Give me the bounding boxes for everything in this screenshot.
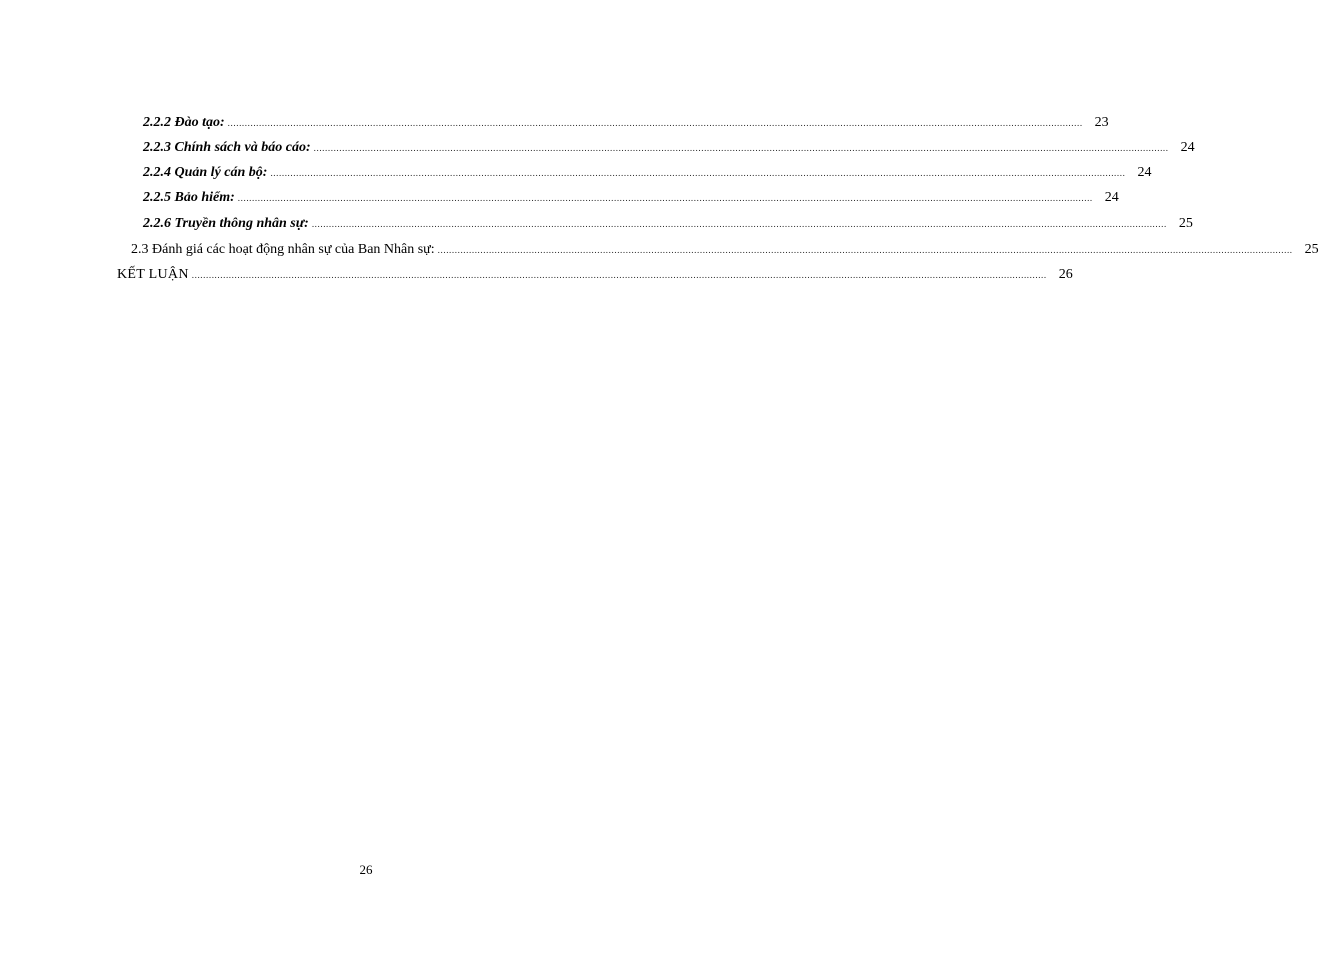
toc-leader-dots: ............................................................................................................................................................................................................................................................................................................ — [191, 270, 1047, 280]
toc-entry-title: 2.2.6 Truyền thông nhân sự: — [143, 216, 309, 231]
toc-entry-2-2-3[interactable] — [143, 135, 1195, 161]
toc-entry-2-2-5[interactable] — [143, 185, 1119, 211]
toc-entry-page: 23 — [1094, 115, 1109, 130]
page-number: 26 — [359, 862, 373, 877]
toc-leader-dots: ............................................................................................................................................................................................................................................................................................................ — [311, 219, 1167, 229]
toc-entry-2-2-6[interactable] — [143, 211, 1193, 237]
toc-entry-page: 25 — [1304, 242, 1319, 257]
toc-entry-title: 2.2.5 Bảo hiểm: — [143, 190, 235, 205]
toc-entry-title: 2.2.3 Chính sách và báo cáo: — [143, 140, 311, 155]
toc-entry-2-2-4[interactable] — [143, 160, 1152, 186]
toc-leader-dots: ............................................................................................................................................................................................................................................................................................................ — [227, 118, 1083, 128]
toc-leader-dots: ............................................................................................................................................................................................................................................................................................................ — [270, 168, 1126, 178]
toc-entry-title: 2.2.2 Đào tạo: — [143, 115, 225, 130]
toc-leader-dots: ............................................................................................................................................................................................................................................................................................................ — [313, 143, 1169, 153]
toc-leader-dots: ............................................................................................................................................................................................................................................................................................................ — [437, 245, 1293, 255]
toc-leader-dots: ............................................................................................................................................................................................................................................................................................................ — [237, 193, 1093, 203]
toc-entry-page: 25 — [1178, 216, 1193, 231]
toc-entry-page: 24 — [1104, 190, 1119, 205]
toc-entry-2-3[interactable] — [131, 237, 1319, 263]
toc-entry-ket-luan[interactable] — [117, 262, 1073, 288]
toc-entry-title: 2.2.4 Quản lý cán bộ: — [143, 165, 268, 180]
toc-entry-title: KẾT LUẬN — [117, 267, 189, 282]
toc-entry-2-2-2[interactable] — [143, 110, 1109, 136]
toc-entry-title: 2.3 Đánh giá các hoạt động nhân sự của Ban Nhân sự: — [131, 242, 435, 257]
toc-entry-page: 26 — [1058, 267, 1073, 282]
toc-entry-page: 24 — [1137, 165, 1152, 180]
toc-entry-page: 24 — [1180, 140, 1195, 155]
